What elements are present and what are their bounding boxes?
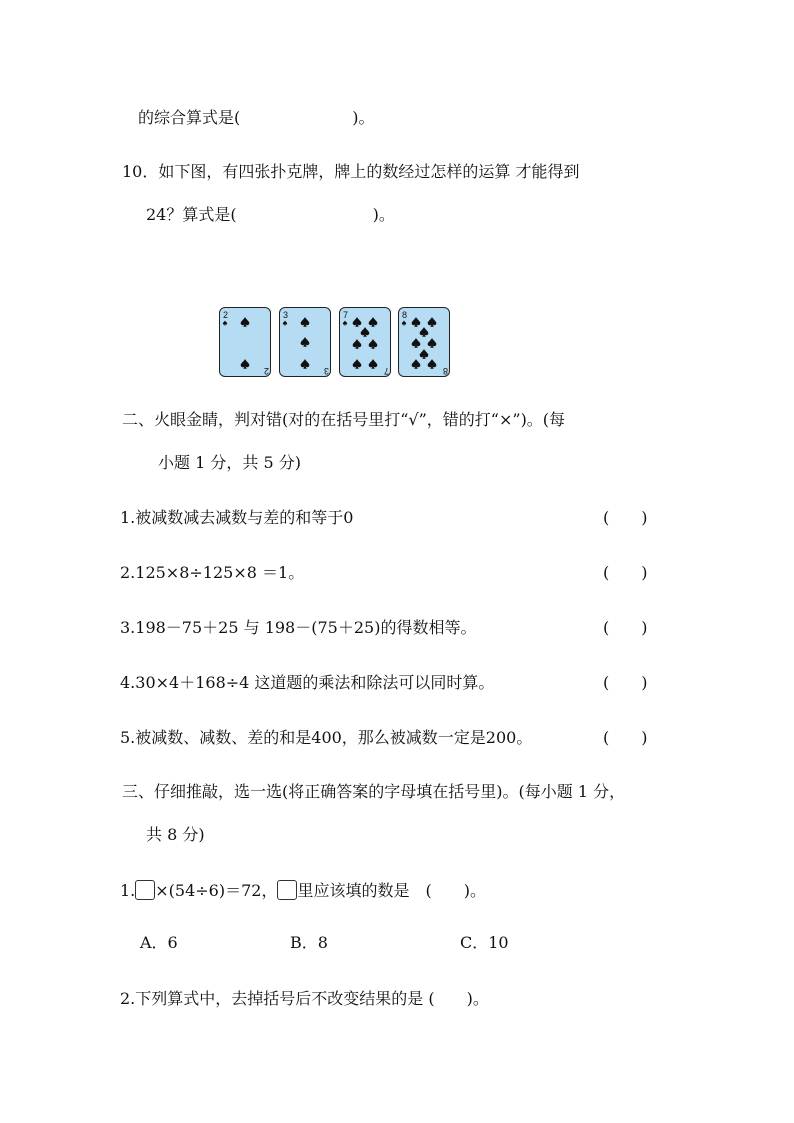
choice-q1	[120, 880, 486, 901]
spade-pip-icon	[369, 339, 378, 349]
spade-pip-icon	[428, 359, 437, 369]
q1-question: 里应该填的数是 ( )。	[297, 881, 486, 900]
blank-box[interactable]	[277, 880, 297, 900]
spade-pip-icon	[301, 359, 310, 369]
spade-pip-icon	[402, 321, 406, 326]
section2-heading-line2: 小题 1 分，共 5 分)	[158, 453, 301, 472]
spade-pip-icon	[241, 317, 250, 327]
spade-pip-icon	[428, 338, 437, 348]
q1-number: 1.	[120, 881, 136, 900]
spade-pip-icon	[420, 327, 429, 337]
spade-pip-icon	[301, 337, 310, 347]
option-a[interactable]: A．6	[140, 933, 178, 952]
judge-item-1: 1.被减数减去减数与差的和等于0	[120, 508, 354, 527]
judge-answer-2[interactable]: ( )	[603, 563, 648, 582]
q9-tail	[138, 108, 375, 128]
card-3-of-spades	[279, 307, 331, 377]
section3-heading-line2: 共 8 分)	[146, 825, 205, 844]
card-rank-bottom: 7	[383, 366, 389, 376]
option-b[interactable]: B．8	[290, 933, 328, 952]
card-face	[220, 308, 272, 378]
section2-heading-line1: 二、火眼金睛，判对错(对的在括号里打“√”，错的打“×”)。(每	[122, 410, 566, 429]
q9-tail-suffix: )。	[352, 108, 375, 127]
spade-pip-icon	[412, 359, 421, 369]
judge-answer-4[interactable]: ( )	[603, 673, 648, 692]
spade-pip-icon	[412, 338, 421, 348]
card-rank-top: 7	[343, 310, 349, 320]
spade-pip-icon	[369, 317, 378, 327]
card-face	[399, 308, 451, 378]
judge-answer-1[interactable]: ( )	[603, 508, 648, 527]
card-rank-bottom: 8	[442, 366, 448, 376]
card-face	[280, 308, 332, 378]
spade-pip-icon	[361, 327, 370, 337]
card-2-of-spades	[219, 307, 271, 377]
judge-item-2: 2.125×8÷125×8 ＝1。	[120, 563, 305, 582]
q1-expression: ×(54÷6)＝72，	[155, 881, 278, 900]
card-rank-bottom: 3	[323, 366, 329, 376]
judge-answer-5[interactable]: ( )	[603, 728, 648, 747]
spade-pip-icon	[420, 349, 429, 359]
card-rank-top: 3	[283, 310, 289, 320]
option-c[interactable]: C．10	[460, 933, 509, 952]
spade-pip-icon	[412, 317, 421, 327]
spade-pip-icon	[353, 359, 362, 369]
spade-pip-icon	[428, 317, 437, 327]
choice-q2: 2.下列算式中，去掉括号后不改变结果的是 ( )。	[120, 989, 489, 1008]
q9-tail-prefix: 的综合算式是(	[138, 108, 241, 127]
card-rank-bottom: 2	[263, 366, 269, 376]
spade-pip-icon	[353, 317, 362, 327]
section3-heading-line1: 三、仔细推敲，选一选(将正确答案的字母填在括号里)。(每小题 1 分，	[122, 782, 626, 801]
judge-item-5: 5.被减数、减数、差的和是400，那么被减数一定是200。	[120, 728, 533, 747]
spade-pip-icon	[223, 321, 227, 326]
spade-pip-icon	[369, 359, 378, 369]
blank-box[interactable]	[135, 880, 155, 900]
q10-suffix: )。	[372, 205, 395, 224]
judge-answer-3[interactable]: ( )	[603, 618, 648, 637]
spade-pip-icon	[283, 321, 287, 326]
spade-pip-icon	[353, 339, 362, 349]
card-8-of-spades	[398, 307, 450, 377]
spade-pip-icon	[301, 317, 310, 327]
spade-pip-icon	[343, 321, 347, 326]
judge-item-4: 4.30×4＋168÷4 这道题的乘法和除法可以同时算。	[120, 673, 495, 692]
spade-pip-icon	[241, 359, 250, 369]
card-rank-top: 8	[402, 310, 408, 320]
judge-item-3: 3.198－75＋25 与 198－(75＋25)的得数相等。	[120, 618, 477, 637]
card-7-of-spades	[339, 307, 391, 377]
q10-line1: 10．如下图，有四张扑克牌，牌上的数经过怎样的运算 才能得到	[122, 162, 580, 181]
card-face	[340, 308, 392, 378]
q10-line2	[146, 205, 395, 225]
card-rank-top: 2	[223, 310, 229, 320]
q10-prefix: 24？算式是(	[146, 205, 237, 224]
